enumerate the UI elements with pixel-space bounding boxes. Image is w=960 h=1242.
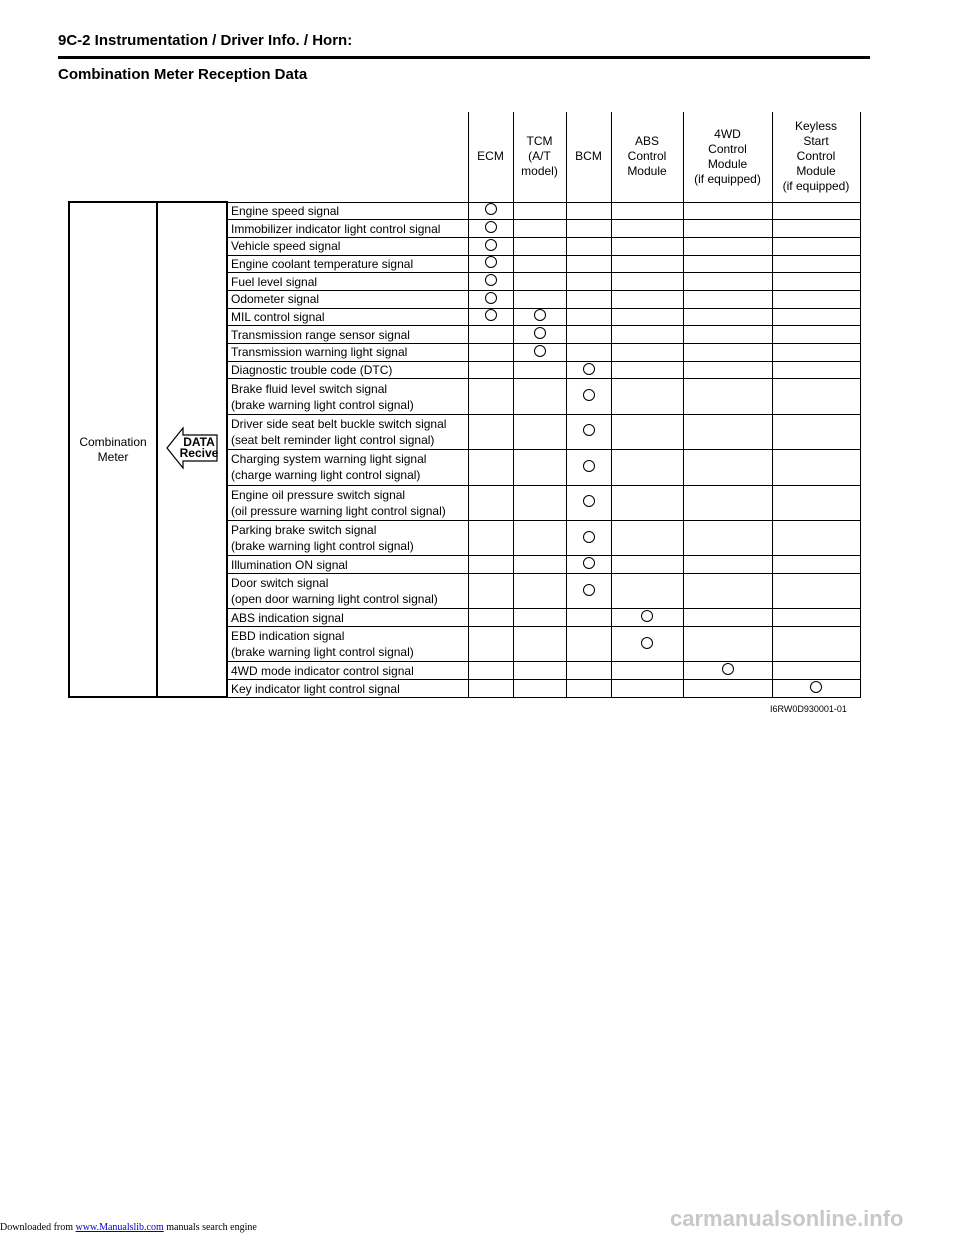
circle-mark-icon xyxy=(583,557,595,569)
column-header-line: Keyless xyxy=(794,119,838,134)
column-header-line: Control xyxy=(627,149,667,164)
footer-suffix: manuals search engine xyxy=(163,1222,257,1233)
mark-cell xyxy=(566,680,611,698)
circle-mark-icon xyxy=(583,424,595,436)
mark-cell xyxy=(611,308,683,326)
signal-name xyxy=(227,520,468,555)
mark-cell xyxy=(772,627,860,662)
mark-cell xyxy=(513,379,566,414)
mark-cell xyxy=(611,202,683,220)
signal-name xyxy=(227,662,468,680)
mark-cell xyxy=(566,273,611,291)
mark-cell xyxy=(513,202,566,220)
mark-cell xyxy=(566,450,611,485)
mark-cell xyxy=(611,237,683,255)
mark-cell xyxy=(683,273,772,291)
column-header xyxy=(611,112,683,202)
mark-cell xyxy=(513,556,566,574)
mark-cell xyxy=(468,609,513,627)
mark-cell xyxy=(683,344,772,362)
mark-cell xyxy=(566,414,611,449)
mark-cell xyxy=(468,485,513,520)
mark-cell xyxy=(772,662,860,680)
mark-cell xyxy=(468,680,513,698)
mark-cell xyxy=(566,308,611,326)
signal-name-line: Engine coolant temperature signal xyxy=(231,256,414,271)
signal-name-line: (charge warning light control signal) xyxy=(231,468,421,483)
signal-name xyxy=(227,556,468,574)
signal-name-line: Vehicle speed signal xyxy=(231,239,341,254)
column-header-line: (if equipped) xyxy=(694,171,761,186)
signal-name-line: (seat belt reminder light control signal) xyxy=(231,432,435,447)
mark-cell xyxy=(566,361,611,379)
circle-mark-icon xyxy=(534,345,546,357)
mark-cell xyxy=(468,344,513,362)
signal-name-line: Charging system warning light signal xyxy=(231,452,427,467)
mark-cell xyxy=(566,662,611,680)
mark-cell xyxy=(513,520,566,555)
signal-name-line: (brake warning light control signal) xyxy=(231,645,414,660)
manualslib-link[interactable]: www.Manualslib.com xyxy=(75,1222,164,1233)
column-header-line: 4WD xyxy=(714,126,741,141)
mark-cell xyxy=(772,609,860,627)
signal-name xyxy=(227,255,468,273)
mark-cell xyxy=(513,290,566,308)
mark-cell xyxy=(683,680,772,698)
mark-cell xyxy=(683,237,772,255)
signal-name-line: (open door warning light control signal) xyxy=(231,592,438,607)
mark-cell xyxy=(611,609,683,627)
mark-cell xyxy=(611,520,683,555)
left-arrow-icon xyxy=(165,425,219,471)
arrow-label-line: DATA xyxy=(183,435,215,450)
mark-cell xyxy=(683,574,772,609)
mark-cell xyxy=(513,662,566,680)
reception-data-table xyxy=(68,112,861,698)
mark-cell xyxy=(566,379,611,414)
mark-cell xyxy=(566,326,611,344)
circle-mark-icon xyxy=(485,274,497,286)
circle-mark-icon xyxy=(485,239,497,251)
signal-name-line: (brake warning light control signal) xyxy=(231,539,414,554)
mark-cell xyxy=(683,326,772,344)
signal-name-line: Engine oil pressure switch signal xyxy=(231,487,406,502)
circle-mark-icon xyxy=(722,663,734,675)
signal-name-line: ABS indication signal xyxy=(231,610,344,625)
column-header-line: model) xyxy=(521,164,558,179)
mark-cell xyxy=(683,556,772,574)
mark-cell xyxy=(772,556,860,574)
mark-cell xyxy=(683,290,772,308)
figure-code: I6RW0D930001-01 xyxy=(770,704,847,714)
circle-mark-icon xyxy=(641,610,653,622)
signal-name xyxy=(227,361,468,379)
circle-mark-icon xyxy=(641,637,653,649)
mark-cell xyxy=(566,202,611,220)
signal-name xyxy=(227,450,468,485)
mark-cell xyxy=(611,361,683,379)
mark-cell xyxy=(772,326,860,344)
signal-name-line: (oil pressure warning light control signal) xyxy=(231,503,446,518)
group-label-line: Meter xyxy=(97,449,129,464)
circle-mark-icon xyxy=(485,292,497,304)
mark-cell xyxy=(468,220,513,238)
mark-cell xyxy=(772,361,860,379)
mark-cell xyxy=(611,414,683,449)
column-header xyxy=(513,112,566,202)
mark-cell xyxy=(611,220,683,238)
mark-cell xyxy=(566,520,611,555)
mark-cell xyxy=(513,680,566,698)
circle-mark-icon xyxy=(583,389,595,401)
signal-name xyxy=(227,609,468,627)
column-header-line: TCM xyxy=(526,134,553,149)
mark-cell xyxy=(683,450,772,485)
mark-cell xyxy=(772,308,860,326)
mark-cell xyxy=(772,414,860,449)
arrow-label-line: Recive xyxy=(179,446,219,461)
mark-cell xyxy=(683,414,772,449)
mark-cell xyxy=(611,574,683,609)
signal-name xyxy=(227,326,468,344)
circle-mark-icon xyxy=(583,495,595,507)
mark-cell xyxy=(772,202,860,220)
page-header-title: 9C-2 Instrumentation / Driver Info. / Horn: xyxy=(58,32,353,49)
mark-cell xyxy=(468,450,513,485)
signal-name-line: Odometer signal xyxy=(231,292,320,307)
mark-cell xyxy=(566,220,611,238)
mark-cell xyxy=(772,344,860,362)
signal-name-line: Driver side seat belt buckle switch signal xyxy=(231,416,447,431)
mark-cell xyxy=(513,326,566,344)
mark-cell xyxy=(611,627,683,662)
mark-cell xyxy=(513,237,566,255)
mark-cell xyxy=(566,574,611,609)
mark-cell xyxy=(513,574,566,609)
circle-mark-icon xyxy=(534,327,546,339)
mark-cell xyxy=(566,485,611,520)
group-label-line: Combination xyxy=(79,434,147,449)
mark-cell xyxy=(468,361,513,379)
circle-mark-icon xyxy=(583,363,595,375)
circle-mark-icon xyxy=(485,309,497,321)
mark-cell xyxy=(513,308,566,326)
signal-name xyxy=(227,485,468,520)
mark-cell xyxy=(566,344,611,362)
mark-cell xyxy=(683,520,772,555)
mark-cell xyxy=(513,414,566,449)
mark-cell xyxy=(683,485,772,520)
data-receive-arrow-cell xyxy=(157,202,227,697)
mark-cell xyxy=(513,220,566,238)
mark-cell xyxy=(468,255,513,273)
column-header-line: Start xyxy=(803,134,829,149)
mark-cell xyxy=(611,450,683,485)
mark-cell xyxy=(683,662,772,680)
mark-cell xyxy=(772,290,860,308)
mark-cell xyxy=(611,273,683,291)
column-header xyxy=(683,112,772,202)
mark-cell xyxy=(611,255,683,273)
column-header-line: (if equipped) xyxy=(782,179,850,194)
signal-name xyxy=(227,202,468,220)
signal-name xyxy=(227,273,468,291)
mark-cell xyxy=(468,520,513,555)
circle-mark-icon xyxy=(485,221,497,233)
signal-name-line: Key indicator light control signal xyxy=(231,681,400,696)
footer-prefix: Downloaded from xyxy=(0,1222,76,1233)
page-header xyxy=(58,30,870,59)
header-blank xyxy=(69,112,468,202)
signal-name xyxy=(227,379,468,414)
column-header-line: Control xyxy=(708,141,747,156)
mark-cell xyxy=(683,361,772,379)
signal-name xyxy=(227,627,468,662)
mark-cell xyxy=(513,344,566,362)
signal-name-line: 4WD mode indicator control signal xyxy=(231,663,414,678)
signal-name xyxy=(227,344,468,362)
circle-mark-icon xyxy=(583,531,595,543)
signal-name xyxy=(227,680,468,698)
mark-cell xyxy=(772,450,860,485)
mark-cell xyxy=(566,609,611,627)
mark-cell xyxy=(683,202,772,220)
signal-name-line: Engine speed signal xyxy=(231,203,340,218)
mark-cell xyxy=(611,485,683,520)
column-header-line: Module xyxy=(796,164,836,179)
mark-cell xyxy=(772,237,860,255)
mark-cell xyxy=(611,290,683,308)
mark-cell xyxy=(513,361,566,379)
signal-name-line: Transmission warning light signal xyxy=(231,345,408,360)
column-header-line: ABS xyxy=(634,134,659,149)
mark-cell xyxy=(683,255,772,273)
mark-cell xyxy=(611,662,683,680)
section-title: Combination Meter Reception Data xyxy=(58,66,308,83)
signal-name-line: EBD indication signal xyxy=(231,629,345,644)
circle-mark-icon xyxy=(583,584,595,596)
group-label xyxy=(69,202,157,697)
column-header xyxy=(772,112,860,202)
mark-cell xyxy=(468,308,513,326)
mark-cell xyxy=(468,326,513,344)
signal-name xyxy=(227,308,468,326)
mark-cell xyxy=(513,485,566,520)
circle-mark-icon xyxy=(485,256,497,268)
signal-name-line: Parking brake switch signal xyxy=(231,523,377,538)
signal-name xyxy=(227,414,468,449)
mark-cell xyxy=(683,627,772,662)
signal-name xyxy=(227,237,468,255)
signal-name-line: Door switch signal xyxy=(231,576,329,591)
mark-cell xyxy=(468,273,513,291)
mark-cell xyxy=(683,609,772,627)
mark-cell xyxy=(772,220,860,238)
mark-cell xyxy=(772,379,860,414)
signal-name-line: Brake fluid level switch signal xyxy=(231,381,388,396)
mark-cell xyxy=(772,680,860,698)
column-header-line: Module xyxy=(707,156,748,171)
signal-name-line: (brake warning light control signal) xyxy=(231,397,414,412)
mark-cell xyxy=(513,450,566,485)
mark-cell xyxy=(611,379,683,414)
mark-cell xyxy=(513,609,566,627)
mark-cell xyxy=(468,237,513,255)
mark-cell xyxy=(611,556,683,574)
mark-cell xyxy=(772,574,860,609)
signal-name xyxy=(227,290,468,308)
mark-cell xyxy=(611,344,683,362)
mark-cell xyxy=(468,379,513,414)
signal-name-line: MIL control signal xyxy=(231,309,325,324)
circle-mark-icon xyxy=(583,460,595,472)
table-row xyxy=(69,202,860,220)
mark-cell xyxy=(683,220,772,238)
mark-cell xyxy=(468,627,513,662)
column-header-line: ECM xyxy=(477,149,504,164)
mark-cell xyxy=(513,627,566,662)
mark-cell xyxy=(772,485,860,520)
mark-cell xyxy=(566,556,611,574)
reception-data-table-wrap xyxy=(68,112,861,698)
mark-cell xyxy=(468,556,513,574)
mark-cell xyxy=(513,255,566,273)
mark-cell xyxy=(772,520,860,555)
mark-cell xyxy=(566,237,611,255)
mark-cell xyxy=(566,627,611,662)
circle-mark-icon xyxy=(485,203,497,215)
mark-cell xyxy=(468,202,513,220)
mark-cell xyxy=(468,574,513,609)
mark-cell xyxy=(772,273,860,291)
mark-cell xyxy=(566,290,611,308)
column-header-line: BCM xyxy=(575,149,602,164)
column-header xyxy=(468,112,513,202)
signal-name-line: Fuel level signal xyxy=(231,274,318,289)
column-header-line: Control xyxy=(796,149,836,164)
signal-name-line: Immobilizer indicator light control signal xyxy=(231,221,441,236)
column-header-line: (A/T xyxy=(528,149,551,164)
signal-name-line: Transmission range sensor signal xyxy=(231,327,410,342)
mark-cell xyxy=(468,290,513,308)
mark-cell xyxy=(611,326,683,344)
mark-cell xyxy=(611,680,683,698)
column-header-line: Module xyxy=(627,164,667,179)
mark-cell xyxy=(566,255,611,273)
mark-cell xyxy=(468,662,513,680)
watermark: carmanualsonline.info xyxy=(670,1206,904,1231)
mark-cell xyxy=(683,308,772,326)
mark-cell xyxy=(772,255,860,273)
signal-name xyxy=(227,574,468,609)
signal-name xyxy=(227,220,468,238)
signal-name-line: Illumination ON signal xyxy=(231,557,348,572)
mark-cell xyxy=(513,273,566,291)
signal-name-line: Diagnostic trouble code (DTC) xyxy=(231,363,393,378)
footer xyxy=(0,1222,257,1233)
column-header xyxy=(566,112,611,202)
mark-cell xyxy=(683,379,772,414)
circle-mark-icon xyxy=(534,309,546,321)
circle-mark-icon xyxy=(810,681,822,693)
mark-cell xyxy=(468,414,513,449)
